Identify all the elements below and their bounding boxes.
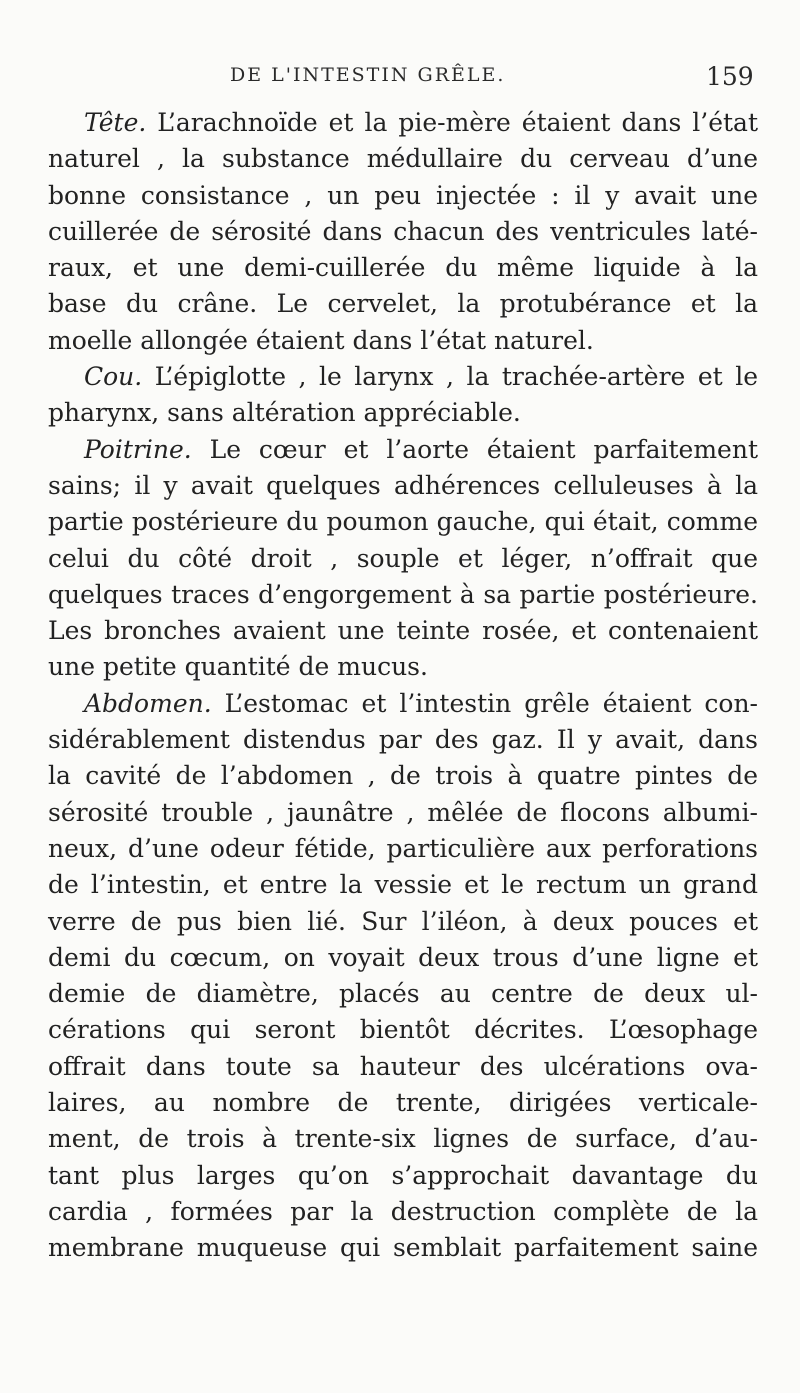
text-line: quelques traces d’engorgement à sa partie postérieure.	[48, 579, 758, 609]
text-line: bonne consistance , un peu injectée : il y avait une	[48, 180, 758, 210]
text-line: cardia , formées par la destruction complète de la	[48, 1196, 758, 1226]
text-line: naturel , la substance médullaire du cerveau d’une	[48, 144, 758, 174]
text-line: Poitrine. Le cœur et l’aorte étaient parfaitement	[84, 434, 758, 464]
text-line: neux, d’une odeur fétide, particulière aux perforations	[48, 833, 758, 863]
paragraph-cou	[48, 359, 758, 432]
text-line: la cavité de l’abdomen , de trois à quatre pintes de	[48, 761, 758, 791]
text-line: sérosité trouble , jaunâtre , mêlée de flocons albumi-	[48, 797, 758, 827]
page-number: 159	[706, 62, 754, 91]
text-line: laires, au nombre de trente, dirigées verticale-	[48, 1088, 758, 1118]
text-line: Les bronches avaient une teinte rosée, et contenaient	[48, 616, 758, 646]
running-title: DE L'INTESTIN GRÊLE.	[230, 64, 506, 86]
text-line: verre de pus bien lié. Sur l’iléon, à deux pouces et	[48, 906, 758, 936]
text-line: Abdomen. L’estomac et l’intestin grêle étaient con-	[84, 688, 758, 718]
section-lead: Tête.	[84, 108, 147, 137]
paragraph-tete	[48, 105, 758, 359]
text-line: Cou. L’épiglotte , le larynx , la trachée-artère et le	[84, 362, 758, 392]
text-line: partie postérieure du poumon gauche, qui était, comme	[48, 507, 758, 537]
text-line: pharynx, sans altération appréciable.	[48, 398, 521, 428]
section-lead: Abdomen.	[84, 688, 212, 718]
text-line: tant plus larges qu’on s’approchait davantage du	[48, 1160, 758, 1190]
body-text	[48, 105, 758, 1267]
page-header	[0, 64, 800, 104]
text-line: une petite quantité de mucus.	[48, 652, 428, 682]
text-line: sains; il y avait quelques adhérences celluleuses à la	[48, 470, 758, 500]
text-line: base du crâne. Le cervelet, la protubérance et la	[48, 289, 758, 319]
text-line: cérations qui seront bientôt décrites. L’œsophage	[48, 1015, 758, 1045]
text-line: demie de diamètre, placés au centre de deux ul-	[48, 979, 758, 1009]
section-lead: Cou.	[84, 362, 143, 392]
text-line: raux, et une demi-cuillerée du même liquide à la	[48, 253, 758, 283]
paragraph-abdomen	[48, 686, 758, 1267]
text-line: offrait dans toute sa hauteur des ulcérations ova-	[48, 1051, 758, 1081]
text-line: cuillerée de sérosité dans chacun des ventricules laté-	[48, 216, 758, 246]
section-lead: Poitrine.	[84, 434, 192, 464]
text-line: membrane muqueuse qui semblait parfaitement saine	[48, 1233, 758, 1263]
text-line: demi du cœcum, on voyait deux trous d’une ligne et	[48, 942, 758, 972]
paragraph-poitrine	[48, 432, 758, 686]
text-line: celui du côté droit , souple et léger, n’offrait que	[48, 543, 758, 573]
text-line: moelle allongée étaient dans l’état naturel.	[48, 325, 594, 355]
text-line: sidérablement distendus par des gaz. Il y avait, dans	[48, 725, 758, 755]
text-line: Tête. L’arachnoïde et la pie-mère étaient dans l’état	[84, 108, 758, 137]
text-line: ment, de trois à trente-six lignes de surface, d’au-	[48, 1124, 758, 1154]
text-line: de l’intestin, et entre la vessie et le rectum un grand	[48, 870, 758, 900]
